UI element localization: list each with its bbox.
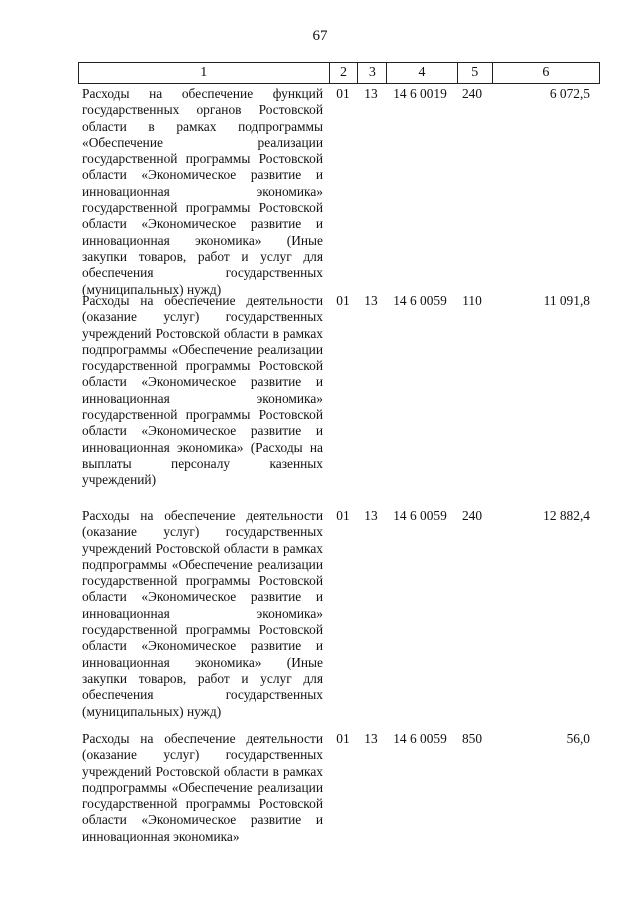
header-cell-1: 1	[79, 63, 330, 83]
table-row	[78, 506, 600, 729]
row-expense-type: 240	[461, 86, 483, 101]
row-amount: 56,0	[566, 731, 590, 746]
row-subsection: 13	[364, 731, 378, 746]
row-amount: 6 072,5	[549, 86, 590, 101]
row-amount: 11 091,8	[543, 293, 590, 308]
row-expense-type: 110	[462, 293, 482, 308]
row-description: Расходы на обеспечение деятельности (оказание услуг) государственных учреждений Ростовской области в рамках подпрограммы «Обеспечение реализации государственной программы Ростовской области «Экономическое развитие и инновационная экономика» государственной программы Ростовской области «Экономическое развитие и инновационная экономика» (Иные закупки товаров, работ и услуг для обеспечения государственных (муниципальных) нужд)	[82, 508, 323, 719]
header-cell-5: 5	[458, 63, 493, 83]
row-section: 01	[336, 508, 350, 523]
row-description: Расходы на обеспечение деятельности (оказание услуг) государственных учреждений Ростовской области в рамках подпрограммы «Обеспечение реализации государственной программы Ростовской области «Экономическое развитие и инновационная экономика»	[82, 731, 323, 844]
row-section: 01	[336, 293, 350, 308]
row-section: 01	[336, 731, 350, 746]
row-subsection: 13	[364, 293, 378, 308]
row-expense-type: 850	[461, 731, 483, 746]
header-cell-3: 3	[358, 63, 387, 83]
row-target-code: 14 6 0019	[393, 86, 447, 101]
row-amount: 12 882,4	[543, 508, 590, 523]
table-header	[78, 62, 600, 84]
row-expense-type: 240	[461, 508, 483, 523]
header-cell-6: 6	[493, 63, 600, 83]
row-section: 01	[336, 86, 350, 101]
table-row	[78, 84, 600, 297]
row-target-code: 14 6 0059	[393, 508, 447, 523]
budget-table	[78, 62, 600, 849]
page-number: 67	[312, 28, 328, 44]
table-row	[78, 729, 600, 849]
header-cell-2: 2	[330, 63, 359, 83]
header-cell-4: 4	[387, 63, 458, 83]
row-target-code: 14 6 0059	[393, 731, 447, 746]
row-subsection: 13	[364, 86, 378, 101]
row-subsection: 13	[364, 508, 378, 523]
row-description: Расходы на обеспечение функций государственных органов Ростовской области в рамках подпрограммы «Обеспечение реализации государственной программы Ростовской области «Экономическое развитие и инновационная экономика» государственной программы Ростовской области «Экономическое развитие и инновационная экономика» (Иные закупки товаров, работ и услуг для обеспечения государственных (муниципальных) нужд)	[82, 86, 323, 297]
table-row	[78, 291, 600, 506]
row-target-code: 14 6 0059	[393, 293, 447, 308]
row-description: Расходы на обеспечение деятельности (оказание услуг) государственных учреждений Ростовской области в рамках подпрограммы «Обеспечение реализации государственной программы Ростовской области «Экономическое развитие и инновационная экономика» государственной программы Ростовской области «Экономическое развитие и инновационная экономика» (Расходы на выплаты персоналу казенных учреждений)	[82, 293, 323, 488]
